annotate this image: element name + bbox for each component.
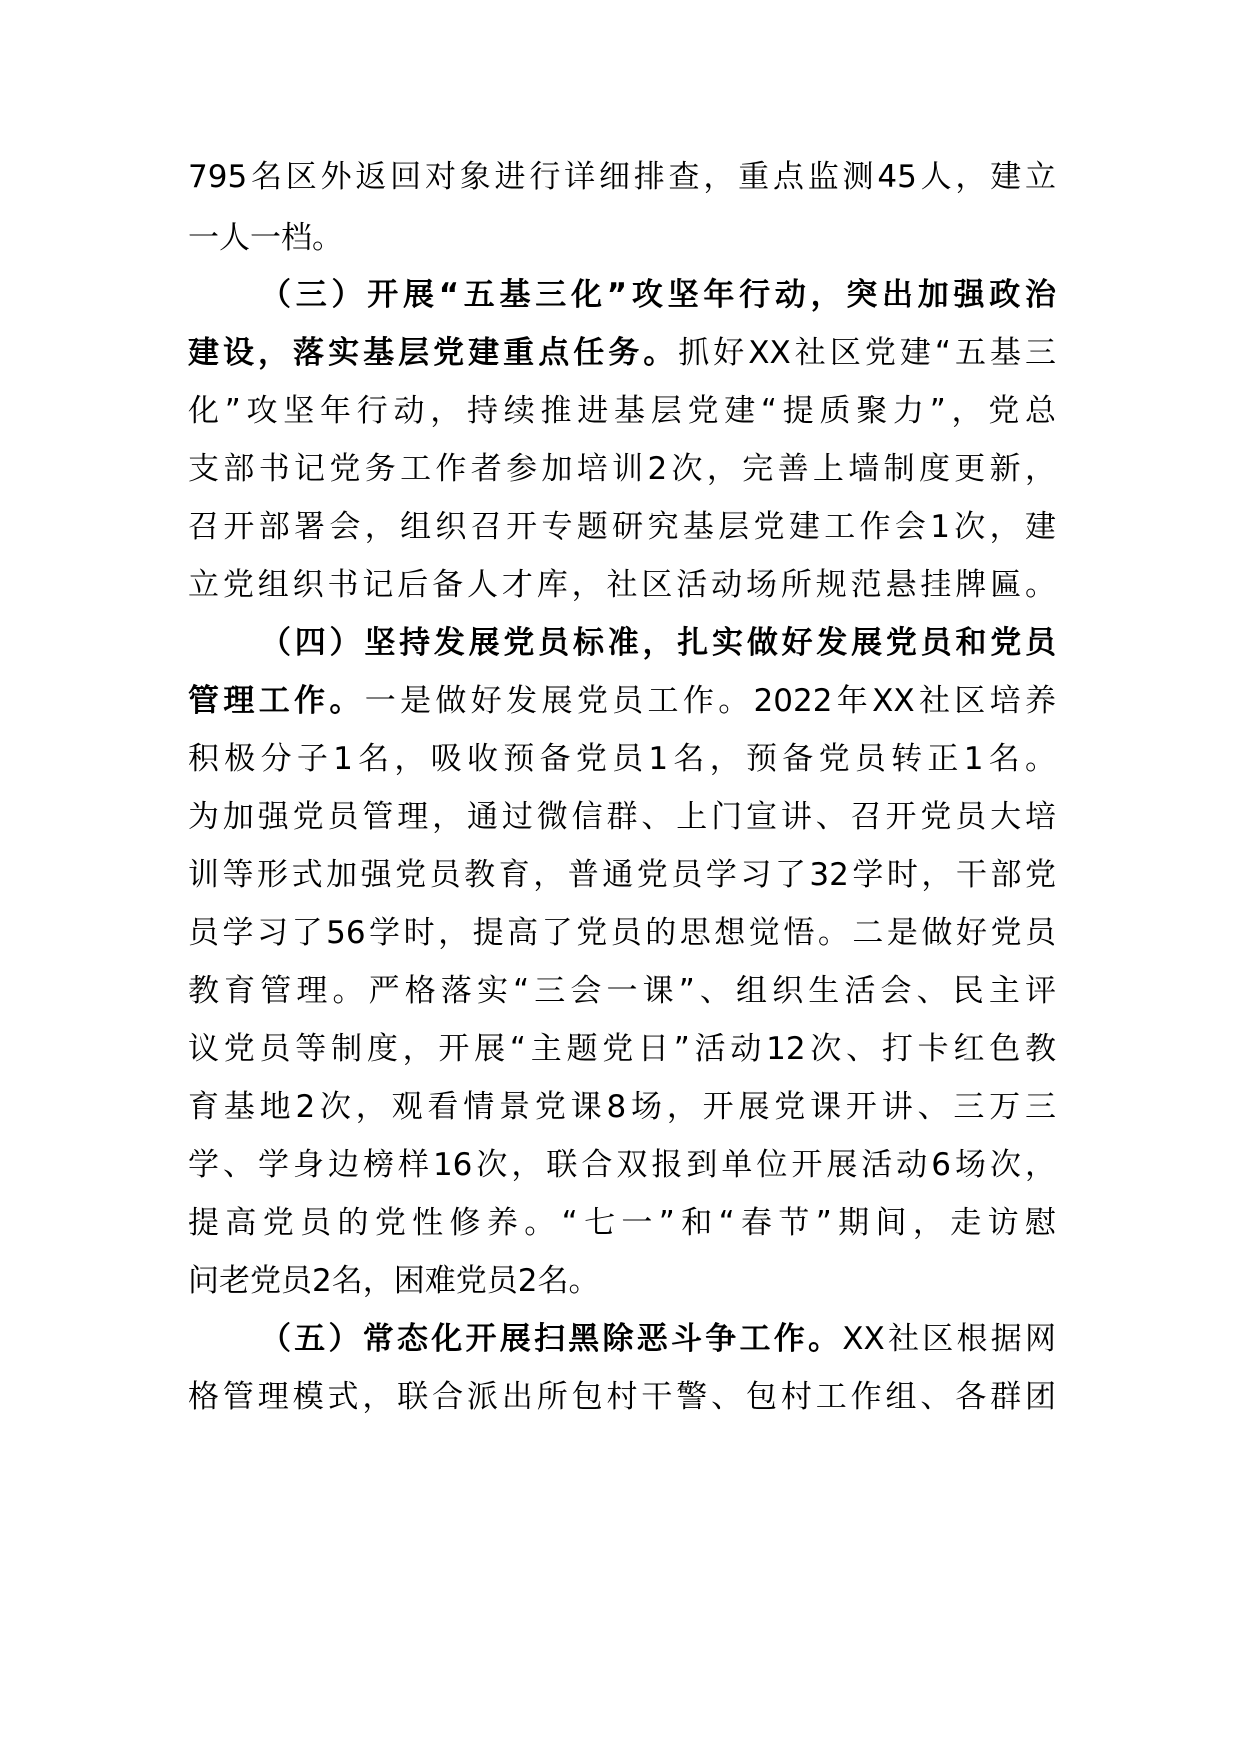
line-text: 训等形式加强党员教育，普通党员学习了32学时，干部党 bbox=[188, 857, 1056, 893]
text-line bbox=[188, 784, 1056, 850]
section-heading-5 bbox=[260, 1306, 1056, 1372]
text-line bbox=[188, 726, 1056, 792]
line-text: 为加强党员管理，通过微信群、上门宣讲、召开党员大培 bbox=[188, 799, 1056, 835]
line-text: 提高党员的党性修养。“七一”和“春节”期间，走访慰 bbox=[188, 1205, 1056, 1241]
text-line bbox=[188, 842, 1056, 908]
line-text: 问老党员2名，困难党员2名。 bbox=[188, 1263, 600, 1299]
line-text: 格管理模式，联合派出所包村干警、包村工作组、各群团 bbox=[188, 1379, 1056, 1415]
text-line bbox=[188, 144, 1056, 210]
heading-text: （五）常态化开展扫黑除恶斗争工作。 bbox=[260, 1321, 843, 1357]
line-text: 员学习了56学时，提高了党员的思想觉悟。二是做好党员 bbox=[188, 915, 1056, 951]
section-heading-3 bbox=[260, 262, 1056, 328]
heading-text: （四）坚持发展党员标准，扎实做好发展党员和党员 bbox=[260, 625, 1056, 661]
line-text: XX社区根据网 bbox=[842, 1321, 1056, 1357]
line-text: 一是做好发展党员工作。2022年XX社区培养 bbox=[364, 683, 1056, 719]
text-line bbox=[188, 958, 1056, 1024]
text-line bbox=[188, 1132, 1056, 1198]
text-line bbox=[188, 494, 1056, 560]
line-text: 支部书记党务工作者参加培训2次，完善上墙制度更新， bbox=[188, 451, 1056, 487]
heading-text: 管理工作。 bbox=[188, 683, 365, 719]
text-line bbox=[188, 378, 1056, 444]
line-text: 化”攻坚年行动，持续推进基层党建“提质聚力”，党总 bbox=[188, 393, 1056, 429]
text-line bbox=[188, 1074, 1056, 1140]
text-line bbox=[188, 1364, 1056, 1430]
line-text: 议党员等制度，开展“主题党日”活动12次、打卡红色教 bbox=[188, 1031, 1056, 1067]
text-line bbox=[188, 1016, 1056, 1082]
line-text: 召开部署会，组织召开专题研究基层党建工作会1次，建 bbox=[188, 509, 1056, 545]
line-text: 抓好XX社区党建“五基三 bbox=[678, 335, 1056, 371]
text-line bbox=[188, 320, 1056, 386]
line-text: 教育管理。严格落实“三会一课”、组织生活会、民主评 bbox=[188, 973, 1056, 1009]
text-line bbox=[188, 552, 1056, 618]
line-text: 育基地2次，观看情景党课8场，开展党课开讲、三万三 bbox=[188, 1089, 1056, 1125]
line-text: 积极分子1名，吸收预备党员1名，预备党员转正1名。 bbox=[188, 741, 1056, 777]
section-heading-4 bbox=[260, 610, 1056, 676]
text-line bbox=[188, 1248, 1056, 1314]
line-text: 一人一档。 bbox=[188, 220, 343, 256]
text-line bbox=[188, 900, 1056, 966]
heading-text: （三）开展“五基三化”攻坚年行动，突出加强政治 bbox=[260, 277, 1056, 313]
line-text: 立党组织书记后备人才库，社区活动场所规范悬挂牌匾。 bbox=[188, 567, 1056, 603]
heading-text: 建设，落实基层党建重点任务。 bbox=[188, 335, 679, 371]
text-line bbox=[188, 436, 1056, 502]
line-text: 795名区外返回对象进行详细排查，重点监测45人，建立 bbox=[188, 159, 1056, 195]
text-line bbox=[188, 668, 1056, 734]
line-text: 学、学身边榜样16次，联合双报到单位开展活动6场次， bbox=[188, 1147, 1056, 1183]
text-line bbox=[188, 1190, 1056, 1256]
